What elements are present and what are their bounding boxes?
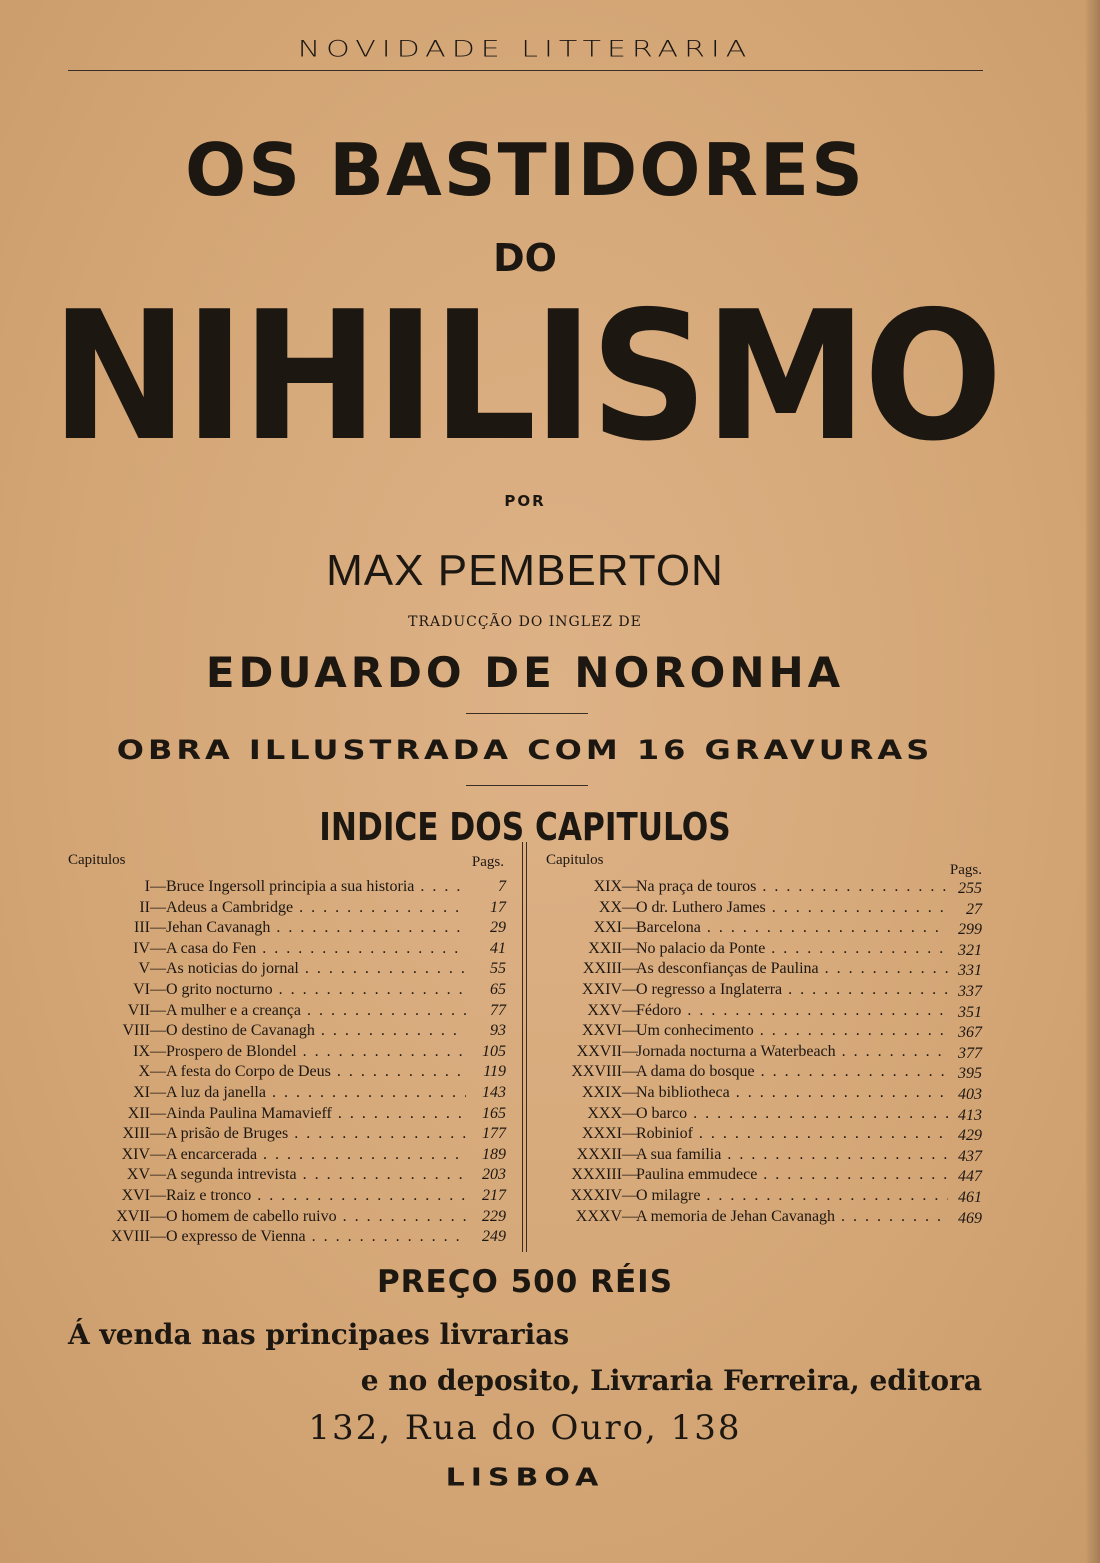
chapter-row bbox=[68, 1002, 508, 1023]
chapter-title: A festa do Corpo de Deus . . . bbox=[166, 1063, 466, 1081]
chapter-page: 217 bbox=[482, 1186, 506, 1204]
sale-line-1: Á venda nas principaes livrarias bbox=[68, 1318, 570, 1351]
chapter-number: IV bbox=[133, 939, 150, 957]
index-column-left bbox=[68, 852, 508, 1249]
chapter-row bbox=[68, 1022, 508, 1043]
chapter-dash: — bbox=[622, 1104, 638, 1122]
chapter-row bbox=[546, 878, 986, 899]
chapter-row bbox=[68, 1187, 508, 1208]
chapter-page: 27 bbox=[966, 900, 982, 918]
chapter-number: XXIV bbox=[582, 980, 622, 998]
chapter-row bbox=[546, 981, 986, 1002]
chapter-title: Na bibliotheca . . . bbox=[636, 1084, 948, 1102]
chapter-number: XXXIV bbox=[570, 1186, 622, 1204]
title-line-1: OS BASTIDORES bbox=[185, 128, 865, 212]
chapter-number: XXIII bbox=[582, 960, 622, 978]
chapter-dash: — bbox=[150, 1125, 166, 1143]
divider-2 bbox=[466, 785, 588, 786]
author-name: MAX PEMBERTON bbox=[326, 546, 724, 595]
chapter-row bbox=[68, 1208, 508, 1229]
chapter-page: 203 bbox=[482, 1166, 506, 1184]
column-divider bbox=[522, 842, 527, 1252]
index-column-header bbox=[546, 852, 986, 878]
chapter-row bbox=[546, 1166, 986, 1187]
chapter-title: O destino de Cavanagh . . . bbox=[166, 1022, 466, 1040]
chapter-number: XXVIII bbox=[571, 1063, 622, 1081]
chapter-number: XXI bbox=[593, 919, 622, 937]
chapter-title: A sua familia . . . bbox=[636, 1146, 948, 1164]
chapter-row bbox=[546, 1063, 986, 1084]
chapter-title: A memoria de Jehan Cavanagh . . . bbox=[636, 1208, 948, 1226]
chapter-page: 143 bbox=[482, 1083, 506, 1101]
chapter-number: XIX bbox=[593, 878, 622, 895]
title-line-3: NIHILISMO bbox=[50, 273, 1000, 480]
title-line-2: DO bbox=[493, 236, 557, 280]
chapter-dash: — bbox=[622, 1022, 638, 1040]
chapter-row bbox=[546, 1084, 986, 1105]
chapter-page: 429 bbox=[958, 1127, 982, 1145]
chapter-page: 93 bbox=[490, 1022, 506, 1040]
chapter-dash: — bbox=[150, 1207, 166, 1225]
chapter-dash: — bbox=[622, 960, 638, 978]
chapter-page: 41 bbox=[490, 939, 506, 957]
chapter-page: 403 bbox=[958, 1085, 982, 1103]
chapter-row bbox=[68, 1105, 508, 1126]
header-novidade: NOVIDADE LITTERARIA bbox=[297, 36, 753, 63]
chapter-dash: — bbox=[150, 1022, 166, 1040]
chapter-dash: — bbox=[150, 1042, 166, 1060]
chapter-row bbox=[68, 919, 508, 940]
chapter-title: Na praça de touros . . . bbox=[636, 878, 948, 896]
chapter-title: A prisão de Bruges . . . bbox=[166, 1125, 466, 1143]
chapter-row bbox=[68, 1146, 508, 1167]
chapter-dash: — bbox=[622, 1125, 638, 1143]
chapter-dash: — bbox=[150, 1001, 166, 1019]
chapter-dash: — bbox=[150, 980, 166, 998]
chapter-number: XXIX bbox=[582, 1083, 622, 1101]
chapter-number: XXVI bbox=[582, 1022, 622, 1040]
chapter-page: 321 bbox=[958, 941, 982, 959]
chapter-title: A luz da janella . . . bbox=[166, 1084, 466, 1102]
chapter-dash: — bbox=[622, 1145, 638, 1163]
chapter-title: A encarcerada . . . bbox=[166, 1146, 466, 1164]
chapter-row bbox=[546, 1208, 986, 1229]
city: LISBOA bbox=[445, 1463, 605, 1492]
chapter-number: XVIII bbox=[110, 1228, 150, 1246]
chapter-row bbox=[546, 1125, 986, 1146]
chapter-dash: — bbox=[150, 1166, 166, 1184]
chapter-dash: — bbox=[622, 919, 638, 937]
chapter-row bbox=[68, 899, 508, 920]
chapter-number: XI bbox=[133, 1083, 150, 1101]
chapter-row bbox=[68, 1125, 508, 1146]
chapter-number: XXII bbox=[588, 939, 622, 957]
address: 132, Rua do Ouro, 138 bbox=[308, 1408, 742, 1448]
chapter-number: XX bbox=[598, 898, 622, 916]
chapter-number: II bbox=[139, 898, 150, 916]
chapter-row bbox=[68, 1084, 508, 1105]
chapter-dash: — bbox=[622, 1063, 638, 1081]
chapter-row bbox=[546, 899, 986, 920]
chapter-row bbox=[68, 1043, 508, 1064]
chapter-dash: — bbox=[150, 1104, 166, 1122]
chapter-page: 469 bbox=[958, 1209, 982, 1227]
chapter-dash: — bbox=[150, 919, 166, 937]
byline-por: POR bbox=[504, 492, 546, 510]
chapter-page: 189 bbox=[482, 1145, 506, 1163]
chapter-title: Raiz e tronco . . . bbox=[166, 1187, 466, 1205]
chapter-title: O milagre . . . bbox=[636, 1187, 948, 1205]
chapter-number: XV bbox=[126, 1166, 150, 1184]
index-heading: INDICE DOS CAPITULOS bbox=[319, 805, 731, 849]
chapter-title: As noticias do jornal . . . bbox=[166, 960, 466, 978]
chapter-number: XXV bbox=[587, 1001, 622, 1019]
chapter-dash: — bbox=[622, 1166, 638, 1184]
chapter-dash: — bbox=[150, 1083, 166, 1101]
chapter-page: 331 bbox=[958, 962, 982, 980]
chapter-page: 413 bbox=[958, 1106, 982, 1124]
chapter-page: 229 bbox=[482, 1207, 506, 1225]
chapter-row bbox=[68, 981, 508, 1002]
chapter-dash: — bbox=[150, 939, 166, 957]
chapter-page: 65 bbox=[490, 980, 506, 998]
sale-line-2: e no deposito, Livraria Ferreira, editora bbox=[360, 1364, 982, 1397]
chapter-row bbox=[68, 940, 508, 961]
chapter-page: 17 bbox=[490, 898, 506, 916]
chapter-row bbox=[546, 919, 986, 940]
chapter-dash: — bbox=[150, 1145, 166, 1163]
index-column-right bbox=[546, 852, 986, 1228]
chapter-number: XXVII bbox=[576, 1042, 622, 1060]
chapter-number: XII bbox=[127, 1104, 150, 1122]
chapter-page: 105 bbox=[482, 1042, 506, 1060]
chapter-row bbox=[546, 1105, 986, 1126]
chapter-page: 351 bbox=[958, 1003, 982, 1021]
chapter-page: 55 bbox=[490, 960, 506, 978]
chapter-title: Paulina emmudece . . . bbox=[636, 1166, 948, 1184]
chapter-page: 377 bbox=[958, 1044, 982, 1062]
chapter-title: Um conhecimento . . . bbox=[636, 1022, 948, 1040]
chapter-title: O dr. Luthero James . . . bbox=[636, 899, 948, 917]
chapter-title: O barco . . . bbox=[636, 1105, 948, 1123]
chapter-page: 447 bbox=[958, 1168, 982, 1186]
chapter-number: XIV bbox=[121, 1145, 150, 1163]
chapter-page: 255 bbox=[958, 880, 982, 897]
chapter-page: 77 bbox=[490, 1001, 506, 1019]
chapter-title: O expresso de Vienna . . . bbox=[166, 1228, 466, 1246]
translation-note: TRADUCÇÃO DO INGLEZ DE bbox=[408, 614, 642, 630]
chapter-number: XXXV bbox=[575, 1207, 622, 1225]
chapter-page: 119 bbox=[483, 1063, 506, 1081]
chapter-dash: — bbox=[150, 878, 166, 895]
chapter-title: Robiniof . . . bbox=[636, 1125, 948, 1143]
chapter-title: Fédoro . . . bbox=[636, 1002, 948, 1020]
chapters-label: Capitulos bbox=[68, 852, 126, 868]
chapter-number: III bbox=[134, 919, 150, 937]
chapter-number: VI bbox=[133, 980, 150, 998]
chapter-dash: — bbox=[622, 1207, 638, 1225]
chapter-dash: — bbox=[622, 878, 638, 895]
chapter-row bbox=[546, 1043, 986, 1064]
chapter-row bbox=[68, 1228, 508, 1249]
chapter-dash: — bbox=[622, 1186, 638, 1204]
chapter-title: A mulher e a creança . . . bbox=[166, 1002, 466, 1020]
chapter-number: XXXIII bbox=[571, 1166, 622, 1184]
chapter-title: No palacio da Ponte . . . bbox=[636, 940, 948, 958]
chapter-dash: — bbox=[150, 1228, 166, 1246]
chapter-title: O grito nocturno . . . bbox=[166, 981, 466, 999]
pages-label: Pags. bbox=[471, 854, 504, 870]
chapter-row bbox=[546, 1187, 986, 1208]
chapter-page: 165 bbox=[482, 1104, 506, 1122]
chapter-page: 29 bbox=[490, 919, 506, 937]
chapter-number: IX bbox=[133, 1042, 150, 1060]
price: PREÇO 500 RÉIS bbox=[376, 1264, 674, 1300]
chapter-title: Jornada nocturna a Waterbeach . . . bbox=[636, 1043, 948, 1061]
chapter-number: XVII bbox=[116, 1207, 150, 1225]
chapter-title: A dama do bosque . . . bbox=[636, 1063, 948, 1081]
chapter-title: As desconfianças de Paulina . . . bbox=[636, 960, 948, 978]
chapter-title: O regresso a Inglaterra . . . bbox=[636, 981, 948, 999]
chapter-row bbox=[68, 1063, 508, 1084]
chapter-row bbox=[68, 1166, 508, 1187]
chapter-number: I bbox=[144, 878, 150, 895]
chapter-page: 177 bbox=[482, 1125, 506, 1143]
chapter-number: XVI bbox=[121, 1186, 150, 1204]
chapter-page: 7 bbox=[498, 878, 506, 895]
chapter-number: X bbox=[138, 1063, 150, 1081]
chapter-row bbox=[546, 940, 986, 961]
chapter-title: Barcelona . . . bbox=[636, 919, 948, 937]
chapter-row bbox=[546, 1022, 986, 1043]
chapter-dash: — bbox=[622, 939, 638, 957]
chapter-number: XIII bbox=[122, 1125, 150, 1143]
chapter-title: A casa do Fen . . . bbox=[166, 940, 466, 958]
page-edge bbox=[1086, 0, 1100, 1563]
chapter-number: VII bbox=[127, 1001, 150, 1019]
chapter-title: Adeus a Cambridge . . . bbox=[166, 899, 466, 917]
chapter-number: XXX bbox=[587, 1104, 622, 1122]
chapter-row bbox=[546, 960, 986, 981]
chapter-number: XXXII bbox=[576, 1145, 622, 1163]
chapter-title: Prospero de Blondel . . . bbox=[166, 1043, 466, 1061]
chapter-title: A segunda intrevista . . . bbox=[166, 1166, 466, 1184]
chapters-label: Capitulos bbox=[546, 852, 604, 868]
chapter-dash: — bbox=[622, 980, 638, 998]
chapter-number: VIII bbox=[122, 1022, 150, 1040]
chapter-title: Jehan Cavanagh . . . bbox=[166, 919, 466, 937]
chapter-page: 461 bbox=[958, 1188, 982, 1206]
chapter-number: V bbox=[138, 960, 150, 978]
chapter-page: 337 bbox=[958, 982, 982, 1000]
chapter-dash: — bbox=[622, 898, 638, 916]
chapter-title: Ainda Paulina Mamavieff . . . bbox=[166, 1105, 466, 1123]
translator-name: EDUARDO DE NORONHA bbox=[205, 648, 845, 697]
chapter-title: O homem de cabello ruivo . . . bbox=[166, 1208, 466, 1226]
chapter-row bbox=[546, 1146, 986, 1167]
chapter-dash: — bbox=[150, 1063, 166, 1081]
chapter-page: 249 bbox=[482, 1228, 506, 1246]
pages-label: Pags. bbox=[949, 862, 982, 878]
chapter-dash: — bbox=[150, 960, 166, 978]
chapter-dash: — bbox=[622, 1001, 638, 1019]
chapter-dash: — bbox=[622, 1083, 638, 1101]
chapter-page: 395 bbox=[958, 1065, 982, 1083]
illustrated-note: OBRA ILLUSTRADA COM 16 GRAVURAS bbox=[116, 734, 934, 766]
chapter-dash: — bbox=[150, 898, 166, 916]
chapter-dash: — bbox=[150, 1186, 166, 1204]
chapter-page: 437 bbox=[958, 1147, 982, 1165]
chapter-page: 299 bbox=[958, 921, 982, 939]
chapter-title: Bruce Ingersoll principia a sua historia . . . bbox=[166, 878, 466, 896]
divider-1 bbox=[466, 713, 588, 714]
chapter-row bbox=[68, 878, 508, 899]
index-column-header bbox=[68, 852, 508, 878]
chapter-dash: — bbox=[622, 1042, 638, 1060]
chapter-row bbox=[546, 1002, 986, 1023]
chapter-page: 367 bbox=[958, 1024, 982, 1042]
header-rule bbox=[68, 70, 983, 71]
chapter-number: XXXI bbox=[582, 1125, 622, 1143]
chapter-row bbox=[68, 960, 508, 981]
